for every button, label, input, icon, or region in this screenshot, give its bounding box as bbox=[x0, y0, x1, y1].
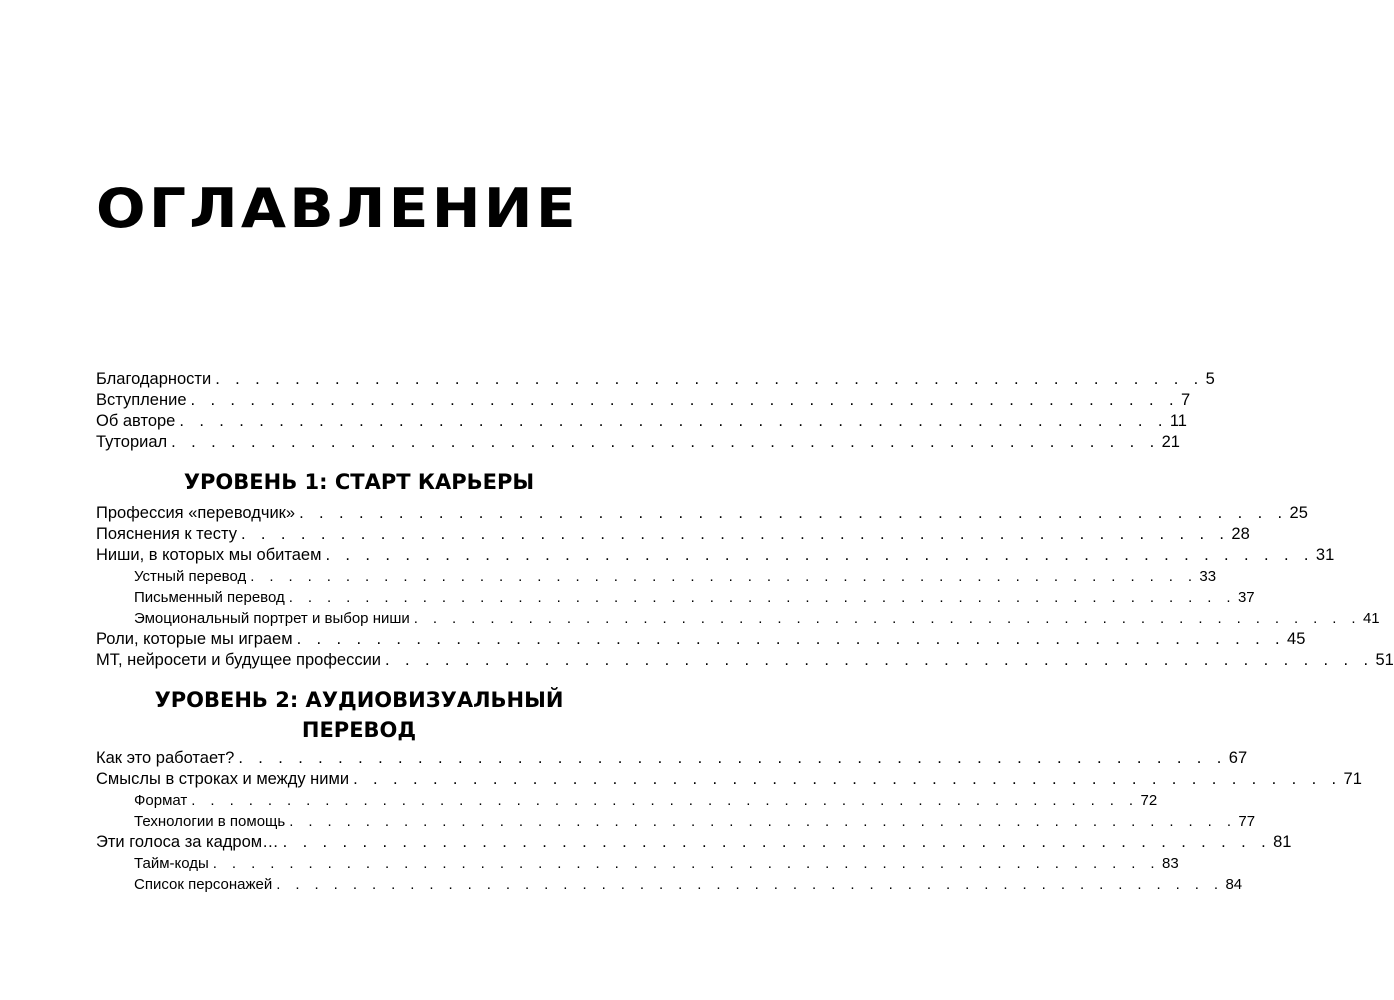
toc-leader-dots: . . . . . . . . . . . . . . . . . . . . . . . . . . . . . . . . . . . . . . . . . . . . . . . . . . bbox=[171, 433, 1160, 451]
toc-entry-label: Туториал bbox=[96, 433, 168, 451]
toc-subentry[interactable] bbox=[96, 790, 1158, 811]
toc-subentry[interactable] bbox=[96, 608, 1380, 629]
toc-entry-page: 25 bbox=[1289, 504, 1308, 522]
toc-front-matter bbox=[96, 369, 1215, 453]
toc-leader-dots: . . . . . . . . . . . . . . . . . . . . . . . . . . . . . . . . . . . . . . . . . . . . . . . . . . bbox=[289, 813, 1237, 830]
toc-level2 bbox=[96, 748, 1362, 895]
toc-entry-page: 45 bbox=[1287, 630, 1306, 648]
toc-entry-page: 28 bbox=[1231, 525, 1250, 543]
level2-title-line1: УРОВЕНЬ 2: АУДИОВИЗУАЛЬНЫЙ bbox=[154, 688, 564, 712]
toc-entry[interactable] bbox=[96, 390, 1191, 411]
toc-entry[interactable] bbox=[96, 432, 1180, 453]
level1-title: УРОВЕНЬ 1: СТАРТ КАРЬЕРЫ bbox=[183, 470, 535, 494]
level2-title bbox=[96, 685, 622, 745]
toc-leader-dots: . . . . . . . . . . . . . . . . . . . . . . . . . . . . . . . . . . . . . . . . . . . . . . . . . . bbox=[191, 792, 1139, 809]
toc-entry-label: Благодарности bbox=[96, 370, 212, 388]
toc-entry-label: Роли, которые мы играем bbox=[96, 630, 293, 648]
toc-entry-label: Тайм-коды bbox=[134, 855, 209, 872]
toc-entry-label: Устный перевод bbox=[134, 568, 247, 585]
toc-entry-page: 11 bbox=[1169, 412, 1187, 430]
toc-entry[interactable] bbox=[96, 524, 1250, 545]
toc-leader-dots: . . . . . . . . . . . . . . . . . . . . . . . . . . . . . . . . . . . . . . . . . . . . . . . . . . bbox=[299, 504, 1288, 522]
page-title: ОГЛАВЛЕНИЕ bbox=[96, 177, 579, 240]
toc-entry-page: 67 bbox=[1228, 749, 1248, 767]
toc-leader-dots: . . . . . . . . . . . . . . . . . . . . . . . . . . . . . . . . . . . . . . . . . . . . . . . . . . bbox=[238, 749, 1227, 767]
toc-leader-dots: . . . . . . . . . . . . . . . . . . . . . . . . . . . . . . . . . . . . . . . . . . . . . . . . . . bbox=[250, 568, 1198, 585]
toc-leader-dots: . . . . . . . . . . . . . . . . . . . . . . . . . . . . . . . . . . . . . . . . . . . . . . . . . . bbox=[276, 876, 1224, 893]
toc-entry-page: 72 bbox=[1140, 792, 1158, 809]
toc-entry-page: 81 bbox=[1273, 833, 1292, 851]
toc-entry[interactable] bbox=[96, 411, 1187, 432]
toc-entry-label: Пояснения к тесту bbox=[96, 525, 237, 543]
toc-entry[interactable] bbox=[96, 832, 1292, 853]
toc-leader-dots: . . . . . . . . . . . . . . . . . . . . . . . . . . . . . . . . . . . . . . . . . . . . . . . . . . bbox=[215, 370, 1204, 388]
toc-leader-dots: . . . . . . . . . . . . . . . . . . . . . . . . . . . . . . . . . . . . . . . . . . . . . . . . . . bbox=[385, 651, 1374, 669]
toc-entry-page: 7 bbox=[1180, 391, 1191, 409]
toc-subentry[interactable] bbox=[96, 811, 1256, 832]
toc-leader-dots: . . . . . . . . . . . . . . . . . . . . . . . . . . . . . . . . . . . . . . . . . . . . . . . . . . bbox=[190, 391, 1179, 409]
toc-leader-dots: . . . . . . . . . . . . . . . . . . . . . . . . . . . . . . . . . . . . . . . . . . . . . . . . . . bbox=[282, 833, 1272, 851]
toc-entry-label: Смыслы в строках и между ними bbox=[96, 770, 350, 788]
toc-leader-dots: . . . . . . . . . . . . . . . . . . . . . . . . . . . . . . . . . . . . . . . . . . . . . . . . . . bbox=[240, 525, 1230, 543]
toc-entry-page: 84 bbox=[1225, 876, 1243, 893]
toc-entry-label: Об авторе bbox=[96, 412, 176, 430]
toc-entry-page: 77 bbox=[1238, 813, 1256, 830]
toc-leader-dots: . . . . . . . . . . . . . . . . . . . . . . . . . . . . . . . . . . . . . . . . . . . . . . . . . . bbox=[325, 546, 1314, 564]
toc-entry-label: Профессия «переводчик» bbox=[96, 504, 296, 522]
toc-leader-dots: . . . . . . . . . . . . . . . . . . . . . . . . . . . . . . . . . . . . . . . . . . . . . . . . . . bbox=[288, 589, 1236, 606]
toc-leader-dots: . . . . . . . . . . . . . . . . . . . . . . . . . . . . . . . . . . . . . . . . . . . . . . . . . . bbox=[296, 630, 1286, 648]
toc-subentry[interactable] bbox=[96, 587, 1255, 608]
toc-entry-label: Вступление bbox=[96, 391, 187, 409]
toc-entry-page: 51 bbox=[1375, 651, 1394, 669]
toc-entry[interactable] bbox=[96, 629, 1306, 650]
toc-entry-label: Технологии в помощь bbox=[134, 813, 286, 830]
toc-entry-page: 41 bbox=[1362, 610, 1380, 627]
toc-subentry[interactable] bbox=[96, 853, 1179, 874]
toc-entry[interactable] bbox=[96, 545, 1335, 566]
toc-entry[interactable] bbox=[96, 769, 1362, 790]
toc-subentry[interactable] bbox=[96, 874, 1243, 895]
toc-entry[interactable] bbox=[96, 369, 1215, 390]
toc-entry-label: Эти голоса за кадром… bbox=[96, 833, 279, 851]
toc-entry-label: Список персонажей bbox=[134, 876, 273, 893]
toc-entry-label: МТ, нейросети и будущее профессии bbox=[96, 651, 382, 669]
toc-level1 bbox=[96, 503, 1394, 671]
toc-entry-label: Как это работает? bbox=[96, 749, 235, 767]
toc-entry-label: Эмоциональный портрет и выбор ниши bbox=[134, 610, 410, 627]
toc-entry-label: Письменный перевод bbox=[134, 589, 285, 606]
toc-entry-label: Ниши, в которых мы обитаем bbox=[96, 546, 322, 564]
toc-entry[interactable] bbox=[96, 503, 1308, 524]
toc-leader-dots: . . . . . . . . . . . . . . . . . . . . . . . . . . . . . . . . . . . . . . . . . . . . . . . . . . bbox=[353, 770, 1342, 788]
toc-entry-page: 5 bbox=[1205, 370, 1215, 388]
toc-entry-page: 83 bbox=[1161, 855, 1179, 872]
toc-entry-page: 71 bbox=[1343, 770, 1362, 788]
toc-entry-page: 31 bbox=[1315, 546, 1335, 564]
toc-subentry[interactable] bbox=[96, 566, 1217, 587]
toc-entry-label: Формат bbox=[134, 792, 188, 809]
toc-entry-page: 37 bbox=[1237, 589, 1255, 606]
toc-leader-dots: . . . . . . . . . . . . . . . . . . . . . . . . . . . . . . . . . . . . . . . . . . . . . . . . . . bbox=[413, 610, 1361, 627]
toc-leader-dots: . . . . . . . . . . . . . . . . . . . . . . . . . . . . . . . . . . . . . . . . . . . . . . . . . . bbox=[212, 855, 1160, 872]
level2-title-line2: ПЕРЕВОД bbox=[301, 718, 417, 742]
toc-leader-dots: . . . . . . . . . . . . . . . . . . . . . . . . . . . . . . . . . . . . . . . . . . . . . . . . . . bbox=[179, 412, 1168, 430]
toc-entry[interactable] bbox=[96, 650, 1394, 671]
toc-entry[interactable] bbox=[96, 748, 1248, 769]
toc-entry-page: 33 bbox=[1199, 568, 1217, 585]
toc-entry-page: 21 bbox=[1161, 433, 1180, 451]
